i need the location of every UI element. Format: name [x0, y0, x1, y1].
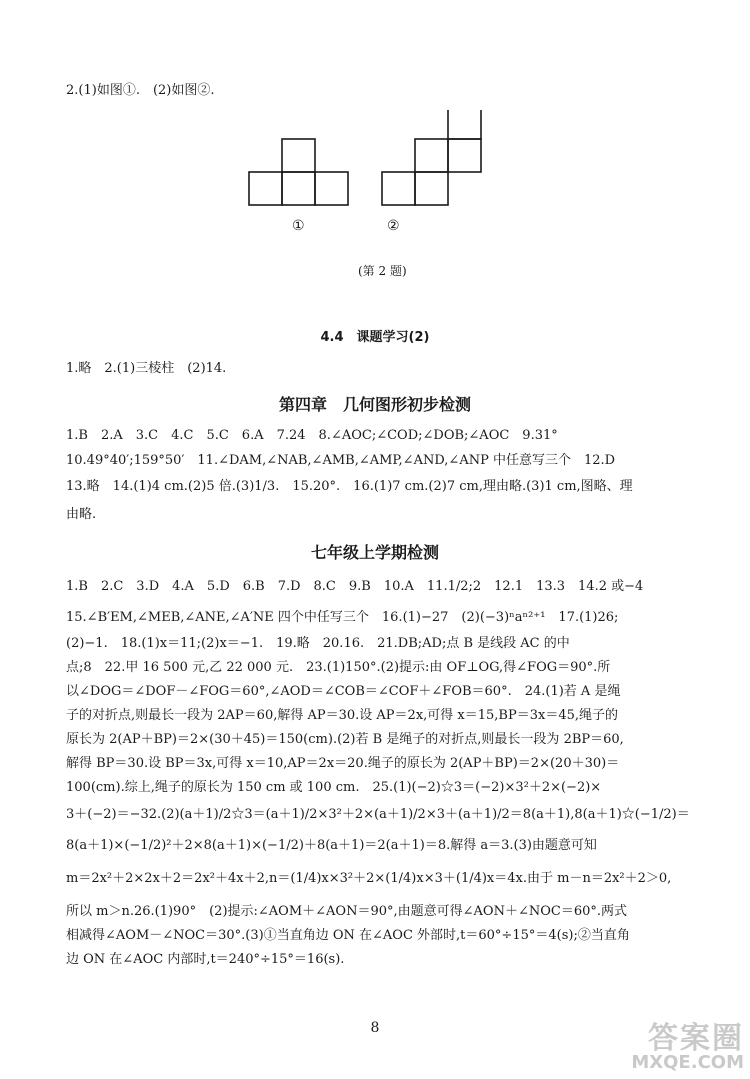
chapter4-answer-line: 13.略 14.(1)4 cm.(2)5 倍.(3)1/3. 15.20°. 16.(1)7 cm.(2)7 cm,理由略.(3)1 cm,图略、理	[66, 479, 633, 494]
figure1-square-middle	[282, 172, 315, 205]
chapter4-answer-line: 10.49°40′;159°50′ 11.∠DAM,∠NAB,∠AMB,∠AMP,∠AND,∠ANP 中任意写三个 12.D	[66, 453, 616, 468]
figure2-square-1	[382, 172, 415, 205]
grade7-answer-line: 解得 BP＝30.设 BP＝3x,可得 x＝10,AP＝2x＝20.绳子的原长为 2(AP＋BP)＝2×(20＋30)＝	[66, 756, 620, 771]
grade7-answer-line: 原长为 2(AP＋BP)＝2×(30＋45)＝150(cm).(2)若 B 是绳子的对折点,则最长一段为 2BP＝60,	[66, 732, 624, 747]
chapter4-test-title: 第四章 几何图形初步检测	[278, 395, 471, 414]
question-2-figure	[240, 110, 500, 230]
chapter4-answer-line: 由略.	[66, 507, 97, 522]
figure2-square-3	[415, 172, 448, 205]
site-watermark	[631, 1020, 744, 1074]
grade7-test-title: 七年级上学期检测	[310, 543, 439, 562]
figure1-square-left	[249, 172, 282, 205]
page-number: 8	[370, 1020, 380, 1036]
figure2-square-4	[448, 139, 481, 172]
grade7-answer-line: 1.B 2.C 3.D 4.A 5.D 6.B 7.D 8.C 9.B 10.A 11.1/2;2 12.1 13.3 14.2 或−4	[66, 579, 644, 594]
grade7-answer-line: 以∠DOG＝∠DOF－∠FOG＝60°,∠AOD＝∠COB＝∠COF＋∠FOB＝60°. 24.(1)若 A 是绳	[66, 684, 621, 699]
grade7-answer-line: 8(a＋1)×(−1/2)²＋2×8(a＋1)×(−1/2)＋8(a＋1)＝2(a＋1)＝8.解得 a＝3.(3)由题意可知	[66, 838, 597, 853]
figure-label-1: ①	[292, 218, 305, 234]
grade7-answer-line: (2)−1. 18.(1)x＝11;(2)x＝−1. 19.略 20.16. 21.DB;AD;点 B 是线段 AC 的中	[66, 636, 570, 651]
figure1-square-top	[282, 139, 315, 172]
figure1-square-right	[315, 172, 348, 205]
figure-label-2: ②	[387, 218, 400, 234]
section-4-4-answers: 1.略 2.(1)三棱柱 (2)14.	[66, 361, 227, 376]
watermark-url: MXQE.COM	[631, 1052, 744, 1074]
question-2-answer: 2.(1)如图①. (2)如图②.	[66, 83, 215, 98]
grade7-answer-line: 15.∠B′EM,∠MEB,∠ANE,∠A′NE 四个中任写三个 16.(1)−27 (2)(−3)ⁿaⁿ²⁺¹ 17.(1)26;	[66, 610, 619, 625]
grade7-answer-line: 子的对折点,则最长一段为 2AP＝60,解得 AP＝30.设 AP＝2x,可得 x＝15,BP＝3x＝45,绳子的	[66, 708, 619, 723]
figure2-square-2	[415, 139, 448, 172]
grade7-answer-line: 100(cm).综上,绳子的原长为 150 cm 或 100 cm. 25.(1)(−2)☆3＝(−2)×3²＋2×(−2)×	[66, 780, 602, 795]
grade7-answer-line: 边 ON 在∠AOC 内部时,t＝240°÷15°＝16(s).	[66, 952, 345, 967]
figure2-square-5	[448, 110, 481, 139]
grade7-answer-line: 3＋(−2)＝−32.(2)(a＋1)/2☆3＝(a＋1)/2×3²＋2×(a＋1)/2×3＋(a＋1)/2＝8(a＋1),8(a＋1)☆(−1/2)＝	[66, 807, 690, 822]
section-4-4-title: 4.4 课题学习(2)	[320, 330, 430, 345]
grade7-answer-line: m＝2x²＋2×2x＋2＝2x²＋4x＋2,n＝(1/4)x×3²＋2×(1/4)x×3＋(1/4)x＝4x.由于 m－n＝2x²＋2＞0,	[66, 871, 672, 886]
watermark-logo-text: 答案圈	[648, 1020, 744, 1056]
grade7-answer-line: 所以 m＞n.26.(1)90° (2)提示:∠AOM＋∠AON＝90°,由题意可得∠AON＋∠NOC＝60°.两式	[66, 904, 627, 919]
grade7-answer-line: 相减得∠AOM－∠NOC＝30°.(3)①当直角边 ON 在∠AOC 外部时,t＝60°÷15°＝4(s);②当直角	[66, 928, 630, 943]
figure-caption: (第 2 题)	[358, 264, 407, 278]
chapter4-answer-line: 1.B 2.A 3.C 4.C 5.C 6.A 7.24 8.∠AOC;∠COD;∠DOB;∠AOC 9.31°	[66, 428, 558, 443]
grade7-answer-line: 点;8 22.甲 16 500 元,乙 22 000 元. 23.(1)150°.(2)提示:由 OF⊥OG,得∠FOG＝90°.所	[66, 660, 611, 675]
